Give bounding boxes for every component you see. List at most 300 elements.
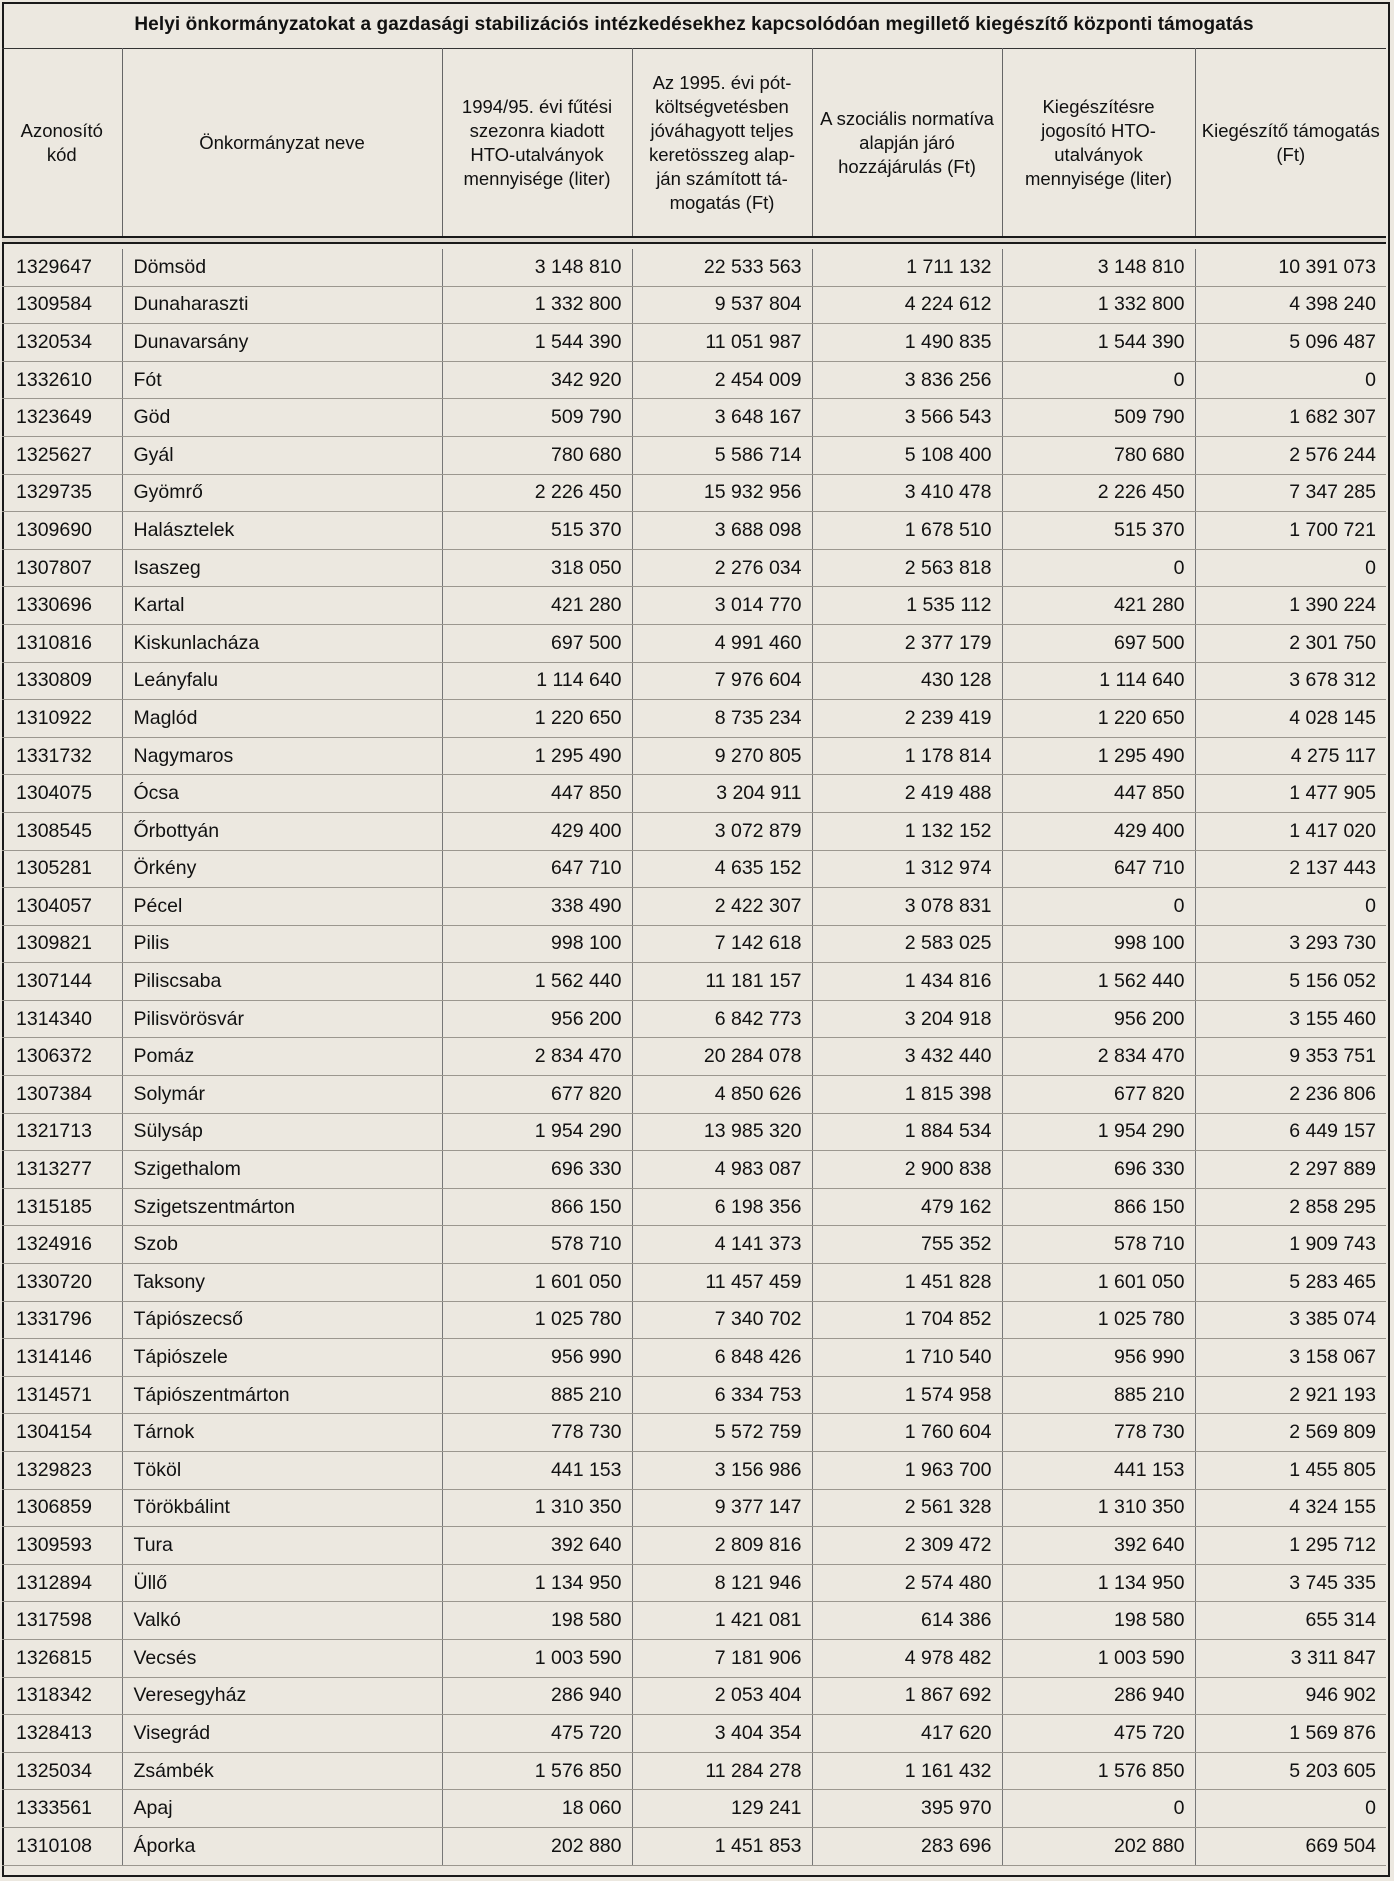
cell-hto-qty: 441 153 xyxy=(442,1452,632,1490)
cell-name: Szigethalom xyxy=(122,1151,442,1189)
table-row xyxy=(2,1752,1386,1790)
cell-budget-support: 129 241 xyxy=(632,1790,812,1828)
cell-budget-support: 3 404 354 xyxy=(632,1715,812,1753)
table-row xyxy=(2,1339,1386,1377)
cell-eligible-qty: 697 500 xyxy=(1002,624,1195,662)
cell-code: 1306859 xyxy=(2,1489,122,1527)
cell-social-norm: 1 312 974 xyxy=(812,850,1002,888)
cell-supplement: 946 902 xyxy=(1195,1677,1386,1715)
cell-budget-support: 7 142 618 xyxy=(632,925,812,963)
table-row xyxy=(2,1113,1386,1151)
cell-code: 1328413 xyxy=(2,1715,122,1753)
cell-social-norm: 1 178 814 xyxy=(812,737,1002,775)
cell-budget-support: 6 848 426 xyxy=(632,1339,812,1377)
cell-hto-qty: 1 954 290 xyxy=(442,1113,632,1151)
cell-eligible-qty: 1 114 640 xyxy=(1002,662,1195,700)
cell-eligible-qty: 2 226 450 xyxy=(1002,474,1195,512)
cell-hto-qty: 998 100 xyxy=(442,925,632,963)
table-body xyxy=(2,249,1386,1865)
cell-supplement: 3 385 074 xyxy=(1195,1301,1386,1339)
cell-name: Göd xyxy=(122,399,442,437)
cell-hto-qty: 18 060 xyxy=(442,1790,632,1828)
cell-social-norm: 2 561 328 xyxy=(812,1489,1002,1527)
cell-code: 1307807 xyxy=(2,549,122,587)
cell-social-norm: 755 352 xyxy=(812,1226,1002,1264)
cell-name: Pomáz xyxy=(122,1038,442,1076)
cell-social-norm: 283 696 xyxy=(812,1827,1002,1865)
cell-name: Tápiószecső xyxy=(122,1301,442,1339)
cell-social-norm: 2 239 419 xyxy=(812,700,1002,738)
cell-name: Dunaharaszti xyxy=(122,286,442,324)
table-row xyxy=(2,963,1386,1001)
cell-eligible-qty: 956 990 xyxy=(1002,1339,1195,1377)
cell-eligible-qty: 198 580 xyxy=(1002,1602,1195,1640)
table-row xyxy=(2,1301,1386,1339)
cell-supplement: 2 921 193 xyxy=(1195,1376,1386,1414)
table-row xyxy=(2,1414,1386,1452)
cell-code: 1309593 xyxy=(2,1527,122,1565)
cell-name: Tápiószentmárton xyxy=(122,1376,442,1414)
cell-name: Gyál xyxy=(122,436,442,474)
cell-supplement: 4 398 240 xyxy=(1195,286,1386,324)
table-row xyxy=(2,474,1386,512)
table-row xyxy=(2,1715,1386,1753)
cell-social-norm: 1 535 112 xyxy=(812,587,1002,625)
cell-hto-qty: 318 050 xyxy=(442,549,632,587)
cell-social-norm: 4 224 612 xyxy=(812,286,1002,324)
cell-budget-support: 6 842 773 xyxy=(632,1000,812,1038)
cell-supplement: 5 096 487 xyxy=(1195,324,1386,362)
cell-name: Solymár xyxy=(122,1076,442,1114)
table-row xyxy=(2,1376,1386,1414)
cell-hto-qty: 1 114 640 xyxy=(442,662,632,700)
cell-code: 1308545 xyxy=(2,812,122,850)
cell-supplement: 2 297 889 xyxy=(1195,1151,1386,1189)
cell-name: Nagymaros xyxy=(122,737,442,775)
cell-hto-qty: 866 150 xyxy=(442,1188,632,1226)
cell-eligible-qty: 0 xyxy=(1002,549,1195,587)
cell-name: Őrbottyán xyxy=(122,812,442,850)
cell-name: Tura xyxy=(122,1527,442,1565)
cell-code: 1309584 xyxy=(2,286,122,324)
table-header xyxy=(2,48,1386,238)
cell-social-norm: 1 884 534 xyxy=(812,1113,1002,1151)
cell-social-norm: 2 900 838 xyxy=(812,1151,1002,1189)
cell-supplement: 1 682 307 xyxy=(1195,399,1386,437)
cell-code: 1312894 xyxy=(2,1564,122,1602)
cell-supplement: 10 391 073 xyxy=(1195,249,1386,286)
cell-supplement: 4 028 145 xyxy=(1195,700,1386,738)
cell-social-norm: 1 710 540 xyxy=(812,1339,1002,1377)
cell-social-norm: 3 078 831 xyxy=(812,888,1002,926)
cell-code: 1314340 xyxy=(2,1000,122,1038)
cell-social-norm: 1 678 510 xyxy=(812,512,1002,550)
cell-code: 1325627 xyxy=(2,436,122,474)
cell-budget-support: 4 141 373 xyxy=(632,1226,812,1264)
cell-budget-support: 4 850 626 xyxy=(632,1076,812,1114)
cell-eligible-qty: 677 820 xyxy=(1002,1076,1195,1114)
cell-supplement: 655 314 xyxy=(1195,1602,1386,1640)
cell-supplement: 0 xyxy=(1195,361,1386,399)
cell-hto-qty: 956 990 xyxy=(442,1339,632,1377)
cell-hto-qty: 1 295 490 xyxy=(442,737,632,775)
cell-code: 1331796 xyxy=(2,1301,122,1339)
cell-code: 1304057 xyxy=(2,888,122,926)
cell-code: 1329735 xyxy=(2,474,122,512)
cell-code: 1310816 xyxy=(2,624,122,662)
cell-hto-qty: 677 820 xyxy=(442,1076,632,1114)
cell-eligible-qty: 1 544 390 xyxy=(1002,324,1195,362)
table-row xyxy=(2,361,1386,399)
cell-budget-support: 13 985 320 xyxy=(632,1113,812,1151)
cell-supplement: 2 137 443 xyxy=(1195,850,1386,888)
cell-name: Dunavarsány xyxy=(122,324,442,362)
cell-social-norm: 1 704 852 xyxy=(812,1301,1002,1339)
cell-supplement: 0 xyxy=(1195,549,1386,587)
cell-eligible-qty: 1 332 800 xyxy=(1002,286,1195,324)
cell-social-norm: 1 963 700 xyxy=(812,1452,1002,1490)
cell-hto-qty: 509 790 xyxy=(442,399,632,437)
cell-hto-qty: 2 834 470 xyxy=(442,1038,632,1076)
cell-budget-support: 6 334 753 xyxy=(632,1376,812,1414)
cell-eligible-qty: 509 790 xyxy=(1002,399,1195,437)
cell-hto-qty: 342 920 xyxy=(442,361,632,399)
header-name: Önkormányzat neve xyxy=(122,48,442,238)
cell-hto-qty: 1 332 800 xyxy=(442,286,632,324)
cell-budget-support: 9 270 805 xyxy=(632,737,812,775)
cell-name: Gyömrő xyxy=(122,474,442,512)
cell-code: 1310108 xyxy=(2,1827,122,1865)
cell-hto-qty: 578 710 xyxy=(442,1226,632,1264)
table-row xyxy=(2,436,1386,474)
cell-hto-qty: 198 580 xyxy=(442,1602,632,1640)
cell-hto-qty: 1 562 440 xyxy=(442,963,632,1001)
cell-hto-qty: 697 500 xyxy=(442,624,632,662)
cell-code: 1330809 xyxy=(2,662,122,700)
cell-social-norm: 1 711 132 xyxy=(812,249,1002,286)
cell-social-norm: 417 620 xyxy=(812,1715,1002,1753)
table-row xyxy=(2,324,1386,362)
cell-eligible-qty: 1 562 440 xyxy=(1002,963,1195,1001)
cell-name: Kiskunlacháza xyxy=(122,624,442,662)
cell-eligible-qty: 1 134 950 xyxy=(1002,1564,1195,1602)
cell-name: Piliscsaba xyxy=(122,963,442,1001)
cell-name: Üllő xyxy=(122,1564,442,1602)
cell-code: 1304154 xyxy=(2,1414,122,1452)
cell-budget-support: 2 276 034 xyxy=(632,549,812,587)
cell-budget-support: 2 422 307 xyxy=(632,888,812,926)
cell-budget-support: 20 284 078 xyxy=(632,1038,812,1076)
cell-budget-support: 2 809 816 xyxy=(632,1527,812,1565)
cell-eligible-qty: 885 210 xyxy=(1002,1376,1195,1414)
cell-eligible-qty: 780 680 xyxy=(1002,436,1195,474)
header-social-norm: A szociális normatíva alapján járó hozzájárulás (Ft) xyxy=(812,48,1002,238)
cell-budget-support: 9 537 804 xyxy=(632,286,812,324)
cell-name: Isaszeg xyxy=(122,549,442,587)
cell-supplement: 5 283 465 xyxy=(1195,1264,1386,1302)
cell-code: 1304075 xyxy=(2,775,122,813)
cell-code: 1320534 xyxy=(2,324,122,362)
table-row xyxy=(2,1188,1386,1226)
cell-hto-qty: 447 850 xyxy=(442,775,632,813)
cell-name: Maglód xyxy=(122,700,442,738)
cell-budget-support: 3 204 911 xyxy=(632,775,812,813)
cell-supplement: 2 858 295 xyxy=(1195,1188,1386,1226)
cell-budget-support: 4 635 152 xyxy=(632,850,812,888)
cell-name: Dömsöd xyxy=(122,249,442,286)
cell-social-norm: 3 836 256 xyxy=(812,361,1002,399)
cell-eligible-qty: 515 370 xyxy=(1002,512,1195,550)
cell-eligible-qty: 2 834 470 xyxy=(1002,1038,1195,1076)
cell-budget-support: 11 181 157 xyxy=(632,963,812,1001)
table-title: Helyi önkormányzatokat a gazdasági stabilizációs intézkedésekhez kapcsolódóan megillető kiegészítő központi támogatás xyxy=(2,2,1386,49)
data-table xyxy=(2,249,1386,1866)
table-row xyxy=(2,1264,1386,1302)
cell-hto-qty: 421 280 xyxy=(442,587,632,625)
cell-name: Zsámbék xyxy=(122,1752,442,1790)
cell-hto-qty: 286 940 xyxy=(442,1677,632,1715)
cell-social-norm: 1 760 604 xyxy=(812,1414,1002,1452)
cell-code: 1330720 xyxy=(2,1264,122,1302)
cell-supplement: 1 700 721 xyxy=(1195,512,1386,550)
header-supplement: Kiegészítő támogatás (Ft) xyxy=(1201,120,1380,165)
cell-name: Tápiószele xyxy=(122,1339,442,1377)
header-budget-support: Az 1995. évi pót-költségvetésben jóváhagyott teljes keretösszeg alap-ján számított tá-mogatás (Ft) xyxy=(632,48,812,238)
cell-hto-qty: 515 370 xyxy=(442,512,632,550)
cell-supplement: 9 353 751 xyxy=(1195,1038,1386,1076)
cell-hto-qty: 956 200 xyxy=(442,1000,632,1038)
cell-supplement: 1 909 743 xyxy=(1195,1226,1386,1264)
cell-name: Tárnok xyxy=(122,1414,442,1452)
cell-name: Taksony xyxy=(122,1264,442,1302)
cell-eligible-qty: 392 640 xyxy=(1002,1527,1195,1565)
cell-social-norm: 1 161 432 xyxy=(812,1752,1002,1790)
cell-code: 1306372 xyxy=(2,1038,122,1076)
table-row xyxy=(2,512,1386,550)
cell-hto-qty: 885 210 xyxy=(442,1376,632,1414)
table-row xyxy=(2,700,1386,738)
cell-code: 1310922 xyxy=(2,700,122,738)
table-row xyxy=(2,1151,1386,1189)
cell-hto-qty: 475 720 xyxy=(442,1715,632,1753)
cell-code: 1331732 xyxy=(2,737,122,775)
cell-code: 1314571 xyxy=(2,1376,122,1414)
cell-social-norm: 1 867 692 xyxy=(812,1677,1002,1715)
cell-name: Vecsés xyxy=(122,1639,442,1677)
cell-eligible-qty: 421 280 xyxy=(1002,587,1195,625)
cell-supplement: 5 203 605 xyxy=(1195,1752,1386,1790)
cell-code: 1309821 xyxy=(2,925,122,963)
cell-hto-qty: 647 710 xyxy=(442,850,632,888)
cell-budget-support: 11 284 278 xyxy=(632,1752,812,1790)
cell-social-norm: 3 410 478 xyxy=(812,474,1002,512)
cell-supplement: 3 293 730 xyxy=(1195,925,1386,963)
cell-name: Ócsa xyxy=(122,775,442,813)
cell-supplement: 7 347 285 xyxy=(1195,474,1386,512)
cell-supplement: 1 295 712 xyxy=(1195,1527,1386,1565)
cell-eligible-qty: 447 850 xyxy=(1002,775,1195,813)
cell-code: 1315185 xyxy=(2,1188,122,1226)
cell-budget-support: 11 051 987 xyxy=(632,324,812,362)
cell-hto-qty: 1 134 950 xyxy=(442,1564,632,1602)
cell-name: Pilis xyxy=(122,925,442,963)
table-row xyxy=(2,1639,1386,1677)
header-eligible-qty: Kiegészítésre jogosító HTO-utalványok mennyisége (liter) xyxy=(1002,48,1195,238)
cell-hto-qty: 1 544 390 xyxy=(442,324,632,362)
cell-budget-support: 5 572 759 xyxy=(632,1414,812,1452)
cell-supplement: 2 236 806 xyxy=(1195,1076,1386,1114)
cell-social-norm: 1 434 816 xyxy=(812,963,1002,1001)
table-row xyxy=(2,286,1386,324)
table-row xyxy=(2,1076,1386,1114)
cell-supplement: 5 156 052 xyxy=(1195,963,1386,1001)
cell-code: 1324916 xyxy=(2,1226,122,1264)
table-row xyxy=(2,1000,1386,1038)
cell-eligible-qty: 1 954 290 xyxy=(1002,1113,1195,1151)
table-row xyxy=(2,1489,1386,1527)
cell-code: 1313277 xyxy=(2,1151,122,1189)
cell-budget-support: 4 991 460 xyxy=(632,624,812,662)
cell-name: Tököl xyxy=(122,1452,442,1490)
cell-eligible-qty: 202 880 xyxy=(1002,1827,1195,1865)
cell-budget-support: 15 932 956 xyxy=(632,474,812,512)
cell-supplement: 6 449 157 xyxy=(1195,1113,1386,1151)
cell-eligible-qty: 1 295 490 xyxy=(1002,737,1195,775)
cell-hto-qty: 1 025 780 xyxy=(442,1301,632,1339)
cell-code: 1318342 xyxy=(2,1677,122,1715)
cell-name: Halásztelek xyxy=(122,512,442,550)
cell-budget-support: 3 688 098 xyxy=(632,512,812,550)
cell-code: 1309690 xyxy=(2,512,122,550)
cell-budget-support: 2 053 404 xyxy=(632,1677,812,1715)
cell-social-norm: 2 419 488 xyxy=(812,775,1002,813)
table-row xyxy=(2,549,1386,587)
cell-supplement: 2 301 750 xyxy=(1195,624,1386,662)
cell-code: 1307384 xyxy=(2,1076,122,1114)
cell-budget-support: 11 457 459 xyxy=(632,1264,812,1302)
table-row xyxy=(2,662,1386,700)
cell-code: 1325034 xyxy=(2,1752,122,1790)
cell-hto-qty: 338 490 xyxy=(442,888,632,926)
table-row xyxy=(2,737,1386,775)
cell-name: Sülysáp xyxy=(122,1113,442,1151)
cell-eligible-qty: 778 730 xyxy=(1002,1414,1195,1452)
cell-supplement: 1 569 876 xyxy=(1195,1715,1386,1753)
table-row xyxy=(2,1677,1386,1715)
cell-hto-qty: 1 576 850 xyxy=(442,1752,632,1790)
cell-name: Kartal xyxy=(122,587,442,625)
table-row xyxy=(2,1827,1386,1865)
cell-supplement: 0 xyxy=(1195,1790,1386,1828)
cell-eligible-qty: 0 xyxy=(1002,361,1195,399)
cell-social-norm: 3 432 440 xyxy=(812,1038,1002,1076)
cell-hto-qty: 1 003 590 xyxy=(442,1639,632,1677)
table-row xyxy=(2,587,1386,625)
cell-supplement: 2 576 244 xyxy=(1195,436,1386,474)
cell-budget-support: 2 454 009 xyxy=(632,361,812,399)
cell-supplement: 3 155 460 xyxy=(1195,1000,1386,1038)
cell-budget-support: 3 014 770 xyxy=(632,587,812,625)
cell-social-norm: 2 309 472 xyxy=(812,1527,1002,1565)
cell-budget-support: 1 421 081 xyxy=(632,1602,812,1640)
cell-name: Valkó xyxy=(122,1602,442,1640)
table-row xyxy=(2,1038,1386,1076)
cell-hto-qty: 3 148 810 xyxy=(442,249,632,286)
cell-code: 1329823 xyxy=(2,1452,122,1490)
cell-code: 1305281 xyxy=(2,850,122,888)
cell-hto-qty: 696 330 xyxy=(442,1151,632,1189)
cell-name: Szob xyxy=(122,1226,442,1264)
cell-eligible-qty: 998 100 xyxy=(1002,925,1195,963)
cell-name: Szigetszentmárton xyxy=(122,1188,442,1226)
cell-eligible-qty: 1 576 850 xyxy=(1002,1752,1195,1790)
table-row xyxy=(2,1564,1386,1602)
table-row xyxy=(2,1790,1386,1828)
table-row xyxy=(2,249,1386,286)
cell-eligible-qty: 1 601 050 xyxy=(1002,1264,1195,1302)
cell-code: 1307144 xyxy=(2,963,122,1001)
cell-hto-qty: 778 730 xyxy=(442,1414,632,1452)
cell-supplement: 3 745 335 xyxy=(1195,1564,1386,1602)
cell-budget-support: 6 198 356 xyxy=(632,1188,812,1226)
table-row xyxy=(2,775,1386,813)
cell-hto-qty: 1 601 050 xyxy=(442,1264,632,1302)
cell-social-norm: 5 108 400 xyxy=(812,436,1002,474)
cell-hto-qty: 2 226 450 xyxy=(442,474,632,512)
cell-social-norm: 2 563 818 xyxy=(812,549,1002,587)
header-divider xyxy=(2,236,1386,244)
cell-budget-support: 3 072 879 xyxy=(632,812,812,850)
cell-social-norm: 1 574 958 xyxy=(812,1376,1002,1414)
cell-supplement: 3 158 067 xyxy=(1195,1339,1386,1377)
cell-name: Leányfalu xyxy=(122,662,442,700)
cell-eligible-qty: 956 200 xyxy=(1002,1000,1195,1038)
cell-name: Törökbálint xyxy=(122,1489,442,1527)
table-row xyxy=(2,1602,1386,1640)
table-row xyxy=(2,1226,1386,1264)
header-code: Azonosító kód xyxy=(2,48,122,238)
cell-hto-qty: 392 640 xyxy=(442,1527,632,1565)
cell-supplement: 2 569 809 xyxy=(1195,1414,1386,1452)
cell-name: Örkény xyxy=(122,850,442,888)
cell-budget-support: 7 976 604 xyxy=(632,662,812,700)
cell-code: 1332610 xyxy=(2,361,122,399)
cell-eligible-qty: 429 400 xyxy=(1002,812,1195,850)
cell-code: 1317598 xyxy=(2,1602,122,1640)
table-row xyxy=(2,925,1386,963)
cell-social-norm: 1 451 828 xyxy=(812,1264,1002,1302)
cell-budget-support: 7 340 702 xyxy=(632,1301,812,1339)
cell-code: 1323649 xyxy=(2,399,122,437)
cell-eligible-qty: 1 310 350 xyxy=(1002,1489,1195,1527)
cell-supplement: 1 417 020 xyxy=(1195,812,1386,850)
cell-supplement: 4 275 117 xyxy=(1195,737,1386,775)
cell-eligible-qty: 866 150 xyxy=(1002,1188,1195,1226)
table-row xyxy=(2,812,1386,850)
cell-supplement: 1 455 805 xyxy=(1195,1452,1386,1490)
cell-code: 1333561 xyxy=(2,1790,122,1828)
cell-budget-support: 3 648 167 xyxy=(632,399,812,437)
cell-hto-qty: 1 310 350 xyxy=(442,1489,632,1527)
cell-hto-qty: 1 220 650 xyxy=(442,700,632,738)
cell-eligible-qty: 696 330 xyxy=(1002,1151,1195,1189)
cell-hto-qty: 202 880 xyxy=(442,1827,632,1865)
cell-hto-qty: 429 400 xyxy=(442,812,632,850)
cell-code: 1330696 xyxy=(2,587,122,625)
cell-hto-qty: 780 680 xyxy=(442,436,632,474)
cell-supplement: 3 311 847 xyxy=(1195,1639,1386,1677)
cell-eligible-qty: 1 025 780 xyxy=(1002,1301,1195,1339)
